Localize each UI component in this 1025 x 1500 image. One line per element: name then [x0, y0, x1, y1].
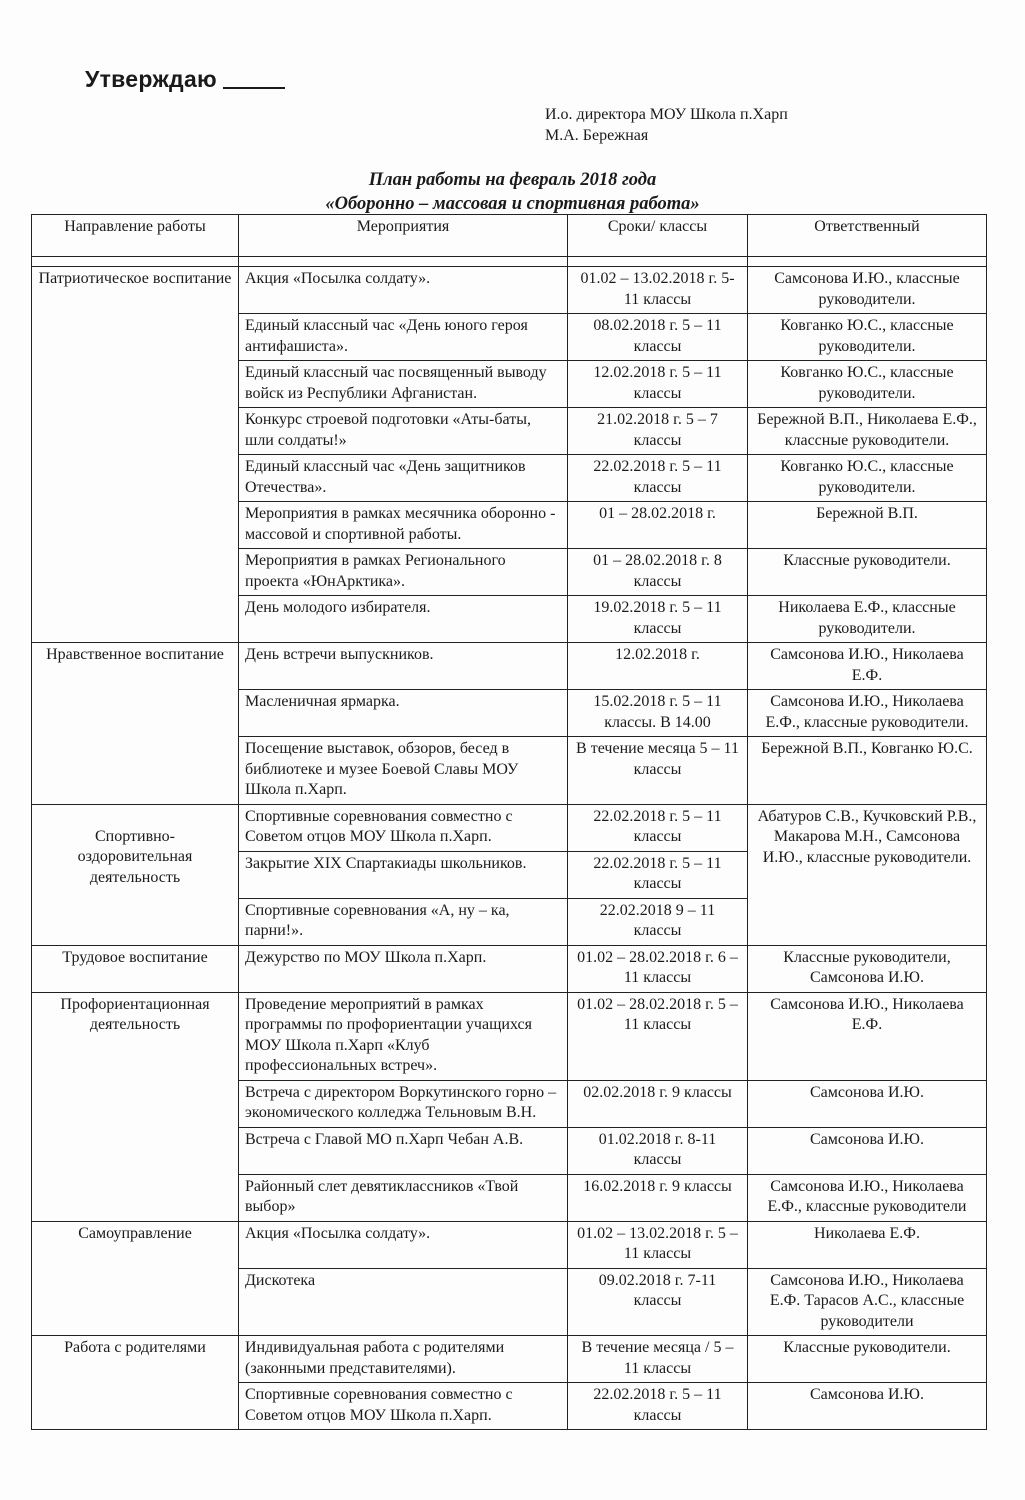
dates-cell: 01.02 – 28.02.2018 г. 5 – 11 классы [568, 992, 748, 1080]
responsible-cell: Бережной В.П., Николаева Е.Ф., классные руководители. [748, 408, 987, 455]
signature-line [223, 87, 285, 89]
responsible-cell: Самсонова И.Ю., Николаева Е.Ф. [748, 992, 987, 1080]
direction-cell: Профориентационная деятельность [32, 992, 239, 1221]
event-cell: День молодого избирателя. [239, 596, 568, 643]
responsible-cell: Классные руководители, Самсонова И.Ю. [748, 945, 987, 992]
responsible-cell: Николаева Е.Ф. [748, 1221, 987, 1268]
responsible-cell: Ковганко Ю.С., классные руководители. [748, 314, 987, 361]
direction-cell: Спортивно-оздоровительная деятельность [32, 804, 239, 945]
responsible-cell: Самсонова И.Ю., Николаева Е.Ф., классные руководители [748, 1174, 987, 1221]
event-cell: Проведение мероприятий в рамках программы по профориентации учащихся МОУ Школа п.Харп «Клуб профессиональных встреч». [239, 992, 568, 1080]
dates-cell: 22.02.2018 г. 5 – 11 классы [568, 804, 748, 851]
event-cell: Мероприятия в рамках месячника оборонно - массовой и спортивной работы. [239, 502, 568, 549]
responsible-cell: Самсонова И.Ю. [748, 1383, 987, 1430]
event-cell: Масленичная ярмарка. [239, 690, 568, 737]
responsible-cell: Бережной В.П. [748, 502, 987, 549]
responsible-cell: Самсонова И.Ю. [748, 1127, 987, 1174]
dates-cell: 01 – 28.02.2018 г. [568, 502, 748, 549]
table-row [32, 643, 987, 690]
dates-cell: 01.02 – 13.02.2018 г. 5-11 классы [568, 267, 748, 314]
title-line-1: План работы на февраль 2018 года [368, 170, 657, 190]
responsible-cell: Самсонова И.Ю., классные руководители. [748, 267, 987, 314]
event-cell: Единый классный час «День защитников Отечества». [239, 455, 568, 502]
event-cell: Конкурс строевой подготовки «Аты-баты, шли солдаты!» [239, 408, 568, 455]
event-cell: Спортивные соревнования «А, ну – ка, парни!». [239, 898, 568, 945]
event-cell: Встреча с директором Воркутинского горно – экономического колледжа Тельновым В.Н. [239, 1080, 568, 1127]
event-cell: Акция «Посылка солдату». [239, 267, 568, 314]
column-header: Сроки/ классы [568, 215, 748, 257]
table-row [32, 1221, 987, 1268]
table-header-row [32, 215, 987, 257]
dates-cell: 09.02.2018 г. 7-11 классы [568, 1268, 748, 1336]
director-block [545, 104, 788, 146]
dates-cell: 22.02.2018 г. 5 – 11 классы [568, 1383, 748, 1430]
dates-cell: 16.02.2018 г. 9 классы [568, 1174, 748, 1221]
dates-cell: 01.02 – 28.02.2018 г. 6 – 11 классы [568, 945, 748, 992]
dates-cell: 01 – 28.02.2018 г. 8 классы [568, 549, 748, 596]
dates-cell: 02.02.2018 г. 9 классы [568, 1080, 748, 1127]
event-cell: Районный слет девятиклассников «Твой выбор» [239, 1174, 568, 1221]
dates-cell: 22.02.2018 г. 5 – 11 классы [568, 851, 748, 898]
event-cell: Спортивные соревнования совместно с Советом отцов МОУ Школа п.Харп. [239, 804, 568, 851]
event-cell: День встречи выпускников. [239, 643, 568, 690]
director-title: И.о. директора МОУ Школа п.Харп [545, 106, 788, 123]
event-cell: Встреча с Главой МО п.Харп Чебан А.В. [239, 1127, 568, 1174]
dates-cell: 15.02.2018 г. 5 – 11 классы. В 14.00 [568, 690, 748, 737]
direction-cell: Самоуправление [32, 1221, 239, 1336]
event-cell: Закрытие XIX Спартакиады школьников. [239, 851, 568, 898]
event-cell: Акция «Посылка солдату». [239, 1221, 568, 1268]
dates-cell: 22.02.2018 г. 5 – 11 классы [568, 455, 748, 502]
event-cell: Единый классный час посвященный выводу войск из Республики Афганистан. [239, 361, 568, 408]
dates-cell: 01.02.2018 г. 8-11 классы [568, 1127, 748, 1174]
event-cell: Мероприятия в рамках Регионального проекта «ЮнАрктика». [239, 549, 568, 596]
event-cell: Единый классный час «День юного героя антифашиста». [239, 314, 568, 361]
table-row [32, 804, 987, 851]
direction-cell: Патриотическое воспитание [32, 267, 239, 643]
dates-cell: В течение месяца 5 – 11 классы [568, 737, 748, 805]
table-row [32, 1336, 987, 1383]
page-title [0, 168, 1025, 216]
responsible-cell: Ковганко Ю.С., классные руководители. [748, 361, 987, 408]
responsible-cell: Самсонова И.Ю., Николаева Е.Ф. Тарасов А.С., классные руководители [748, 1268, 987, 1336]
responsible-cell: Абатуров С.В., Кучковский Р.В., Макарова М.Н., Самсонова И.Ю., классные руководители. [748, 804, 987, 945]
director-name: М.А. Бережная [545, 127, 649, 144]
dates-cell: 01.02 – 13.02.2018 г. 5 – 11 классы [568, 1221, 748, 1268]
responsible-cell: Классные руководители. [748, 549, 987, 596]
table-row [32, 267, 987, 314]
table-row [32, 945, 987, 992]
direction-cell: Работа с родителями [32, 1336, 239, 1430]
column-header: Ответственный [748, 215, 987, 257]
table-row [32, 992, 987, 1080]
title-line-2: «Оборонно – массовая и спортивная работа» [325, 194, 700, 214]
header-gap-row [32, 257, 987, 267]
dates-cell: 19.02.2018 г. 5 – 11 классы [568, 596, 748, 643]
column-header: Направление работы [32, 215, 239, 257]
event-cell: Дежурство по МОУ Школа п.Харп. [239, 945, 568, 992]
direction-cell: Трудовое воспитание [32, 945, 239, 992]
event-cell: Дискотека [239, 1268, 568, 1336]
approve-heading [85, 66, 285, 93]
responsible-cell: Самсонова И.Ю., Николаева Е.Ф., классные руководители. [748, 690, 987, 737]
event-cell: Индивидуальная работа с родителями (законными представителями). [239, 1336, 568, 1383]
dates-cell: В течение месяца / 5 – 11 классы [568, 1336, 748, 1383]
dates-cell: 08.02.2018 г. 5 – 11 классы [568, 314, 748, 361]
column-header: Мероприятия [239, 215, 568, 257]
dates-cell: 21.02.2018 г. 5 – 7 классы [568, 408, 748, 455]
responsible-cell: Классные руководители. [748, 1336, 987, 1383]
event-cell: Спортивные соревнования совместно с Советом отцов МОУ Школа п.Харп. [239, 1383, 568, 1430]
event-cell: Посещение выставок, обзоров, бесед в библиотеке и музее Боевой Славы МОУ Школа п.Харп. [239, 737, 568, 805]
responsible-cell: Самсонова И.Ю., Николаева Е.Ф. [748, 643, 987, 690]
dates-cell: 12.02.2018 г. 5 – 11 классы [568, 361, 748, 408]
direction-cell: Нравственное воспитание [32, 643, 239, 805]
responsible-cell: Николаева Е.Ф., классные руководители. [748, 596, 987, 643]
approve-text: Утверждаю [85, 66, 217, 92]
responsible-cell: Бережной В.П., Ковганко Ю.С. [748, 737, 987, 805]
responsible-cell: Ковганко Ю.С., классные руководители. [748, 455, 987, 502]
plan-table [31, 214, 987, 1430]
responsible-cell: Самсонова И.Ю. [748, 1080, 987, 1127]
dates-cell: 12.02.2018 г. [568, 643, 748, 690]
dates-cell: 22.02.2018 9 – 11 классы [568, 898, 748, 945]
